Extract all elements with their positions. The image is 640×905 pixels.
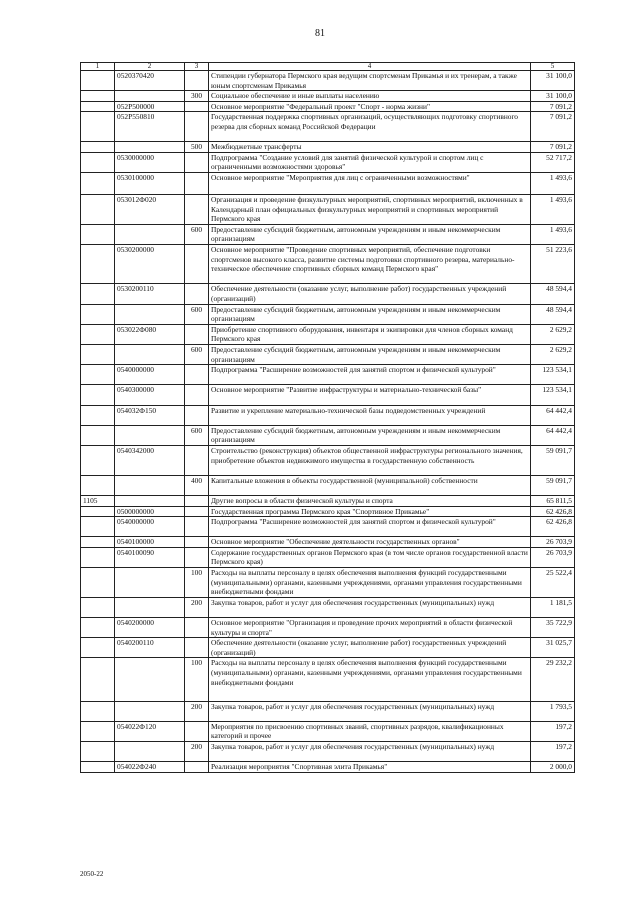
cell-section xyxy=(81,195,115,225)
table-row xyxy=(81,365,575,385)
cell-amount: 51 223,6 xyxy=(531,245,575,284)
cell-description: Закупка товаров, работ и услуг для обеспечения государственных (муниципальных) нужд xyxy=(209,742,531,762)
table-row xyxy=(81,547,575,567)
cell-description: Основное мероприятие "Мероприятия для лиц с ограниченными возможностями" xyxy=(209,172,531,194)
column-header-expense-type: 3 xyxy=(185,63,209,71)
cell-target-code: 0520370420 xyxy=(115,71,185,91)
table-row xyxy=(81,618,575,638)
cell-amount: 1 181,5 xyxy=(531,597,575,617)
cell-target-code: 0540342000 xyxy=(115,445,185,475)
cell-amount: 26 703,9 xyxy=(531,537,575,548)
cell-amount: 64 442,4 xyxy=(531,425,575,445)
cell-target-code: 0540000000 xyxy=(115,365,185,385)
cell-description: Содержание государственных органов Пермского края (в том числе органов государственной власти Пермского края) xyxy=(209,547,531,567)
cell-section xyxy=(81,762,115,773)
cell-target-code: 0530200000 xyxy=(115,245,185,284)
cell-target-code xyxy=(115,224,185,244)
cell-amount: 1 493,6 xyxy=(531,172,575,194)
cell-expense-type xyxy=(185,405,209,425)
cell-target-code: 0540100000 xyxy=(115,537,185,548)
cell-section xyxy=(81,537,115,548)
cell-section xyxy=(81,112,115,142)
cell-description: Строительство (реконструкция) объектов общественной инфраструктуры регионального значения, приобретение объектов недвижимого имущества в государственную собственность xyxy=(209,445,531,475)
cell-description: Обеспечение деятельности (оказание услуг, выполнение работ) государственных учреждений (организаций) xyxy=(209,638,531,658)
table-row xyxy=(81,324,575,344)
cell-expense-type xyxy=(185,537,209,548)
cell-description: Расходы на выплаты персоналу в целях обеспечения выполнения функций государственными (муниципальными) органами, казенными учреждениями, органами управления государственными внебюджетными фондами xyxy=(209,568,531,598)
cell-amount: 1 493,6 xyxy=(531,195,575,225)
cell-expense-type xyxy=(185,445,209,475)
cell-expense-type: 600 xyxy=(185,345,209,365)
cell-target-code xyxy=(115,475,185,495)
cell-amount: 29 232,2 xyxy=(531,658,575,701)
cell-section xyxy=(81,701,115,721)
cell-amount: 2 629,2 xyxy=(531,345,575,365)
cell-description: Расходы на выплаты персоналу в целях обеспечения выполнения функций государственными (муниципальными) органами, казенными учреждениями, органами управления государственными внебюджетными фондами xyxy=(209,658,531,701)
cell-description: Предоставление субсидий бюджетным, автономным учреждениям и иным некоммерческим организациям xyxy=(209,224,531,244)
cell-amount: 123 534,1 xyxy=(531,365,575,385)
cell-target-code xyxy=(115,345,185,365)
table-body xyxy=(81,71,575,773)
cell-target-code xyxy=(115,742,185,762)
cell-amount: 62 426,8 xyxy=(531,517,575,537)
cell-expense-type: 200 xyxy=(185,742,209,762)
cell-target-code xyxy=(115,304,185,324)
table-row xyxy=(81,224,575,244)
cell-section xyxy=(81,658,115,701)
cell-section xyxy=(81,365,115,385)
cell-expense-type xyxy=(185,762,209,773)
cell-target-code: 0540000000 xyxy=(115,517,185,537)
cell-amount: 7 091,2 xyxy=(531,101,575,112)
table-row xyxy=(81,91,575,102)
cell-description: Другие вопросы в области физической культуры и спорта xyxy=(209,495,531,506)
cell-target-code xyxy=(115,701,185,721)
cell-description: Капитальные вложения в объекты государственной (муниципальной) собственности xyxy=(209,475,531,495)
cell-expense-type xyxy=(185,495,209,506)
cell-expense-type xyxy=(185,365,209,385)
cell-target-code: 052P550810 xyxy=(115,112,185,142)
column-header-target-code: 2 xyxy=(115,63,185,71)
cell-expense-type xyxy=(185,506,209,517)
cell-target-code: 054022Ф240 xyxy=(115,762,185,773)
cell-target-code xyxy=(115,91,185,102)
cell-amount: 1 493,6 xyxy=(531,224,575,244)
cell-amount: 31 100,0 xyxy=(531,71,575,91)
cell-target-code xyxy=(115,495,185,506)
cell-section xyxy=(81,385,115,405)
cell-description: Основное мероприятие "Обеспечение деятельности государственных органов" xyxy=(209,537,531,548)
cell-description: Организация и проведение физкультурных мероприятий, спортивных мероприятий, включенных в Календарный план официальных физкультурных мероприятий и спортивных мероприятий Пермского края xyxy=(209,195,531,225)
cell-description: Обеспечение деятельности (оказание услуг, выполнение работ) государственных учреждений (организаций) xyxy=(209,284,531,304)
cell-target-code xyxy=(115,658,185,701)
cell-section xyxy=(81,304,115,324)
cell-expense-type xyxy=(185,284,209,304)
cell-target-code xyxy=(115,568,185,598)
table-row xyxy=(81,71,575,91)
cell-expense-type: 600 xyxy=(185,224,209,244)
cell-section xyxy=(81,517,115,537)
cell-section xyxy=(81,345,115,365)
cell-expense-type xyxy=(185,172,209,194)
table-row xyxy=(81,721,575,741)
cell-amount: 59 091,7 xyxy=(531,475,575,495)
cell-target-code: 0540200000 xyxy=(115,618,185,638)
page-number: 81 xyxy=(315,28,325,39)
cell-amount: 26 703,9 xyxy=(531,547,575,567)
table-row xyxy=(81,475,575,495)
cell-amount: 31 025,7 xyxy=(531,638,575,658)
cell-description: Закупка товаров, работ и услуг для обеспечения государственных (муниципальных) нужд xyxy=(209,597,531,617)
cell-expense-type xyxy=(185,195,209,225)
table-row xyxy=(81,405,575,425)
cell-amount: 59 091,7 xyxy=(531,445,575,475)
table-row xyxy=(81,101,575,112)
cell-section xyxy=(81,91,115,102)
cell-target-code: 0530100000 xyxy=(115,172,185,194)
table-row xyxy=(81,112,575,142)
cell-description: Стипендии губернатора Пермского края ведущим спортсменам Прикамья и их тренерам, а также юным спортсменам Прикамья xyxy=(209,71,531,91)
cell-section xyxy=(81,405,115,425)
table-row xyxy=(81,304,575,324)
cell-amount: 7 091,2 xyxy=(531,112,575,142)
cell-expense-type: 200 xyxy=(185,701,209,721)
document-code: 2050-22 xyxy=(80,870,104,878)
cell-target-code: 052P500000 xyxy=(115,101,185,112)
cell-description: Подпрограмма "Расширение возможностей для занятий спортом и физической культурой" xyxy=(209,517,531,537)
cell-description: Подпрограмма "Расширение возможностей для занятий спортом и физической культурой" xyxy=(209,365,531,385)
cell-amount: 2 629,2 xyxy=(531,324,575,344)
cell-amount: 2 000,0 xyxy=(531,762,575,773)
cell-expense-type: 300 xyxy=(185,91,209,102)
cell-amount: 1 793,5 xyxy=(531,701,575,721)
cell-section xyxy=(81,224,115,244)
cell-expense-type: 600 xyxy=(185,304,209,324)
table-row xyxy=(81,172,575,194)
table-header-row xyxy=(81,63,575,71)
table-row xyxy=(81,537,575,548)
cell-amount: 64 442,4 xyxy=(531,405,575,425)
cell-description: Развитие и укрепление материально-технической базы подведомственных учреждений xyxy=(209,405,531,425)
cell-expense-type xyxy=(185,152,209,172)
cell-expense-type xyxy=(185,517,209,537)
cell-target-code: 0540100090 xyxy=(115,547,185,567)
cell-expense-type: 100 xyxy=(185,568,209,598)
table-row xyxy=(81,762,575,773)
cell-amount: 48 594,4 xyxy=(531,284,575,304)
cell-amount: 48 594,4 xyxy=(531,304,575,324)
cell-section xyxy=(81,245,115,284)
cell-amount: 197,2 xyxy=(531,721,575,741)
cell-description: Предоставление субсидий бюджетным, автономным учреждениям и иным некоммерческим организациям xyxy=(209,304,531,324)
cell-section xyxy=(81,425,115,445)
cell-target-code: 054032Ф150 xyxy=(115,405,185,425)
cell-description: Основное мероприятие "Организация и проведение прочих мероприятий в области физической культуры и спорта" xyxy=(209,618,531,638)
cell-section xyxy=(81,568,115,598)
cell-target-code xyxy=(115,142,185,153)
cell-section xyxy=(81,284,115,304)
cell-section xyxy=(81,475,115,495)
cell-target-code: 053012Ф020 xyxy=(115,195,185,225)
cell-section xyxy=(81,71,115,91)
cell-description: Основное мероприятие "Развитие инфраструктуры и материально-технической базы" xyxy=(209,385,531,405)
cell-expense-type xyxy=(185,324,209,344)
cell-target-code xyxy=(115,425,185,445)
cell-section xyxy=(81,618,115,638)
cell-expense-type: 400 xyxy=(185,475,209,495)
cell-description: Предоставление субсидий бюджетным, автономным учреждениям и иным некоммерческим организациям xyxy=(209,425,531,445)
cell-description: Мероприятия по присвоению спортивных званий, спортивных разрядов, квалификационных категорий и прочее xyxy=(209,721,531,741)
table-row xyxy=(81,152,575,172)
cell-expense-type xyxy=(185,721,209,741)
cell-amount: 7 091,2 xyxy=(531,142,575,153)
cell-description: Социальное обеспечение и иные выплаты населению xyxy=(209,91,531,102)
column-header-description: 4 xyxy=(209,63,531,71)
cell-description: Закупка товаров, работ и услуг для обеспечения государственных (муниципальных) нужд xyxy=(209,701,531,721)
cell-expense-type xyxy=(185,112,209,142)
cell-description: Приобретение спортивного оборудования, инвентаря и экипировки для членов сборных команд Пермского края xyxy=(209,324,531,344)
cell-description: Реализация мероприятия "Спортивная элита Прикамья" xyxy=(209,762,531,773)
cell-target-code: 0530200110 xyxy=(115,284,185,304)
cell-section xyxy=(81,742,115,762)
cell-description: Межбюджетные трансферты xyxy=(209,142,531,153)
cell-expense-type xyxy=(185,385,209,405)
cell-section xyxy=(81,445,115,475)
cell-section xyxy=(81,721,115,741)
table-row xyxy=(81,658,575,701)
cell-target-code: 053022Ф080 xyxy=(115,324,185,344)
cell-section xyxy=(81,324,115,344)
cell-section xyxy=(81,547,115,567)
cell-section xyxy=(81,142,115,153)
cell-section xyxy=(81,597,115,617)
cell-expense-type xyxy=(185,71,209,91)
cell-amount: 35 722,9 xyxy=(531,618,575,638)
cell-target-code: 0530000000 xyxy=(115,152,185,172)
cell-target-code: 054022Ф120 xyxy=(115,721,185,741)
cell-amount: 197,2 xyxy=(531,742,575,762)
table-row xyxy=(81,506,575,517)
cell-amount: 62 426,8 xyxy=(531,506,575,517)
table-row xyxy=(81,701,575,721)
cell-target-code: 0500000000 xyxy=(115,506,185,517)
cell-expense-type: 600 xyxy=(185,425,209,445)
column-header-amount: 5 xyxy=(531,63,575,71)
table-row xyxy=(81,597,575,617)
table-row xyxy=(81,742,575,762)
cell-expense-type: 500 xyxy=(185,142,209,153)
table-row xyxy=(81,195,575,225)
cell-section xyxy=(81,172,115,194)
cell-amount: 31 100,0 xyxy=(531,91,575,102)
cell-expense-type xyxy=(185,245,209,284)
cell-description: Основное мероприятие "Проведение спортивных мероприятий, обеспечение подготовки спортсменов высокого класса, развитие системы подготовки спортивного резерва, материально-техническое обеспечение спортивных сборных команд Пермского края" xyxy=(209,245,531,284)
table-row xyxy=(81,445,575,475)
budget-table xyxy=(80,62,575,773)
cell-expense-type xyxy=(185,547,209,567)
cell-expense-type: 100 xyxy=(185,658,209,701)
table-row xyxy=(81,495,575,506)
table-row xyxy=(81,142,575,153)
table-row xyxy=(81,245,575,284)
cell-expense-type xyxy=(185,638,209,658)
cell-section xyxy=(81,506,115,517)
cell-amount: 25 522,4 xyxy=(531,568,575,598)
table-row xyxy=(81,568,575,598)
cell-target-code: 0540300000 xyxy=(115,385,185,405)
table-row xyxy=(81,425,575,445)
table-row xyxy=(81,385,575,405)
cell-expense-type: 200 xyxy=(185,597,209,617)
table-row xyxy=(81,638,575,658)
cell-target-code xyxy=(115,597,185,617)
column-header-section: 1 xyxy=(81,63,115,71)
cell-expense-type xyxy=(185,101,209,112)
cell-section: 1105 xyxy=(81,495,115,506)
cell-section xyxy=(81,152,115,172)
cell-description: Государственная программа Пермского края "Спортивное Прикамье" xyxy=(209,506,531,517)
cell-description: Предоставление субсидий бюджетным, автономным учреждениям и иным некоммерческим организациям xyxy=(209,345,531,365)
cell-description: Подпрограмма "Создание условий для занятий физической культурой и спортом лиц с ограниченными возможностями здоровья" xyxy=(209,152,531,172)
cell-target-code: 0540200110 xyxy=(115,638,185,658)
table-row xyxy=(81,345,575,365)
cell-section xyxy=(81,638,115,658)
cell-description: Государственная поддержка спортивных организаций, осуществляющих подготовку спортивного резерва для сборных команд Российской Федерации xyxy=(209,112,531,142)
cell-description: Основное мероприятие "Федеральный проект "Спорт - норма жизни" xyxy=(209,101,531,112)
table-row xyxy=(81,517,575,537)
cell-section xyxy=(81,101,115,112)
table-row xyxy=(81,284,575,304)
cell-amount: 123 534,1 xyxy=(531,385,575,405)
cell-expense-type xyxy=(185,618,209,638)
cell-amount: 52 717,2 xyxy=(531,152,575,172)
cell-amount: 65 811,5 xyxy=(531,495,575,506)
